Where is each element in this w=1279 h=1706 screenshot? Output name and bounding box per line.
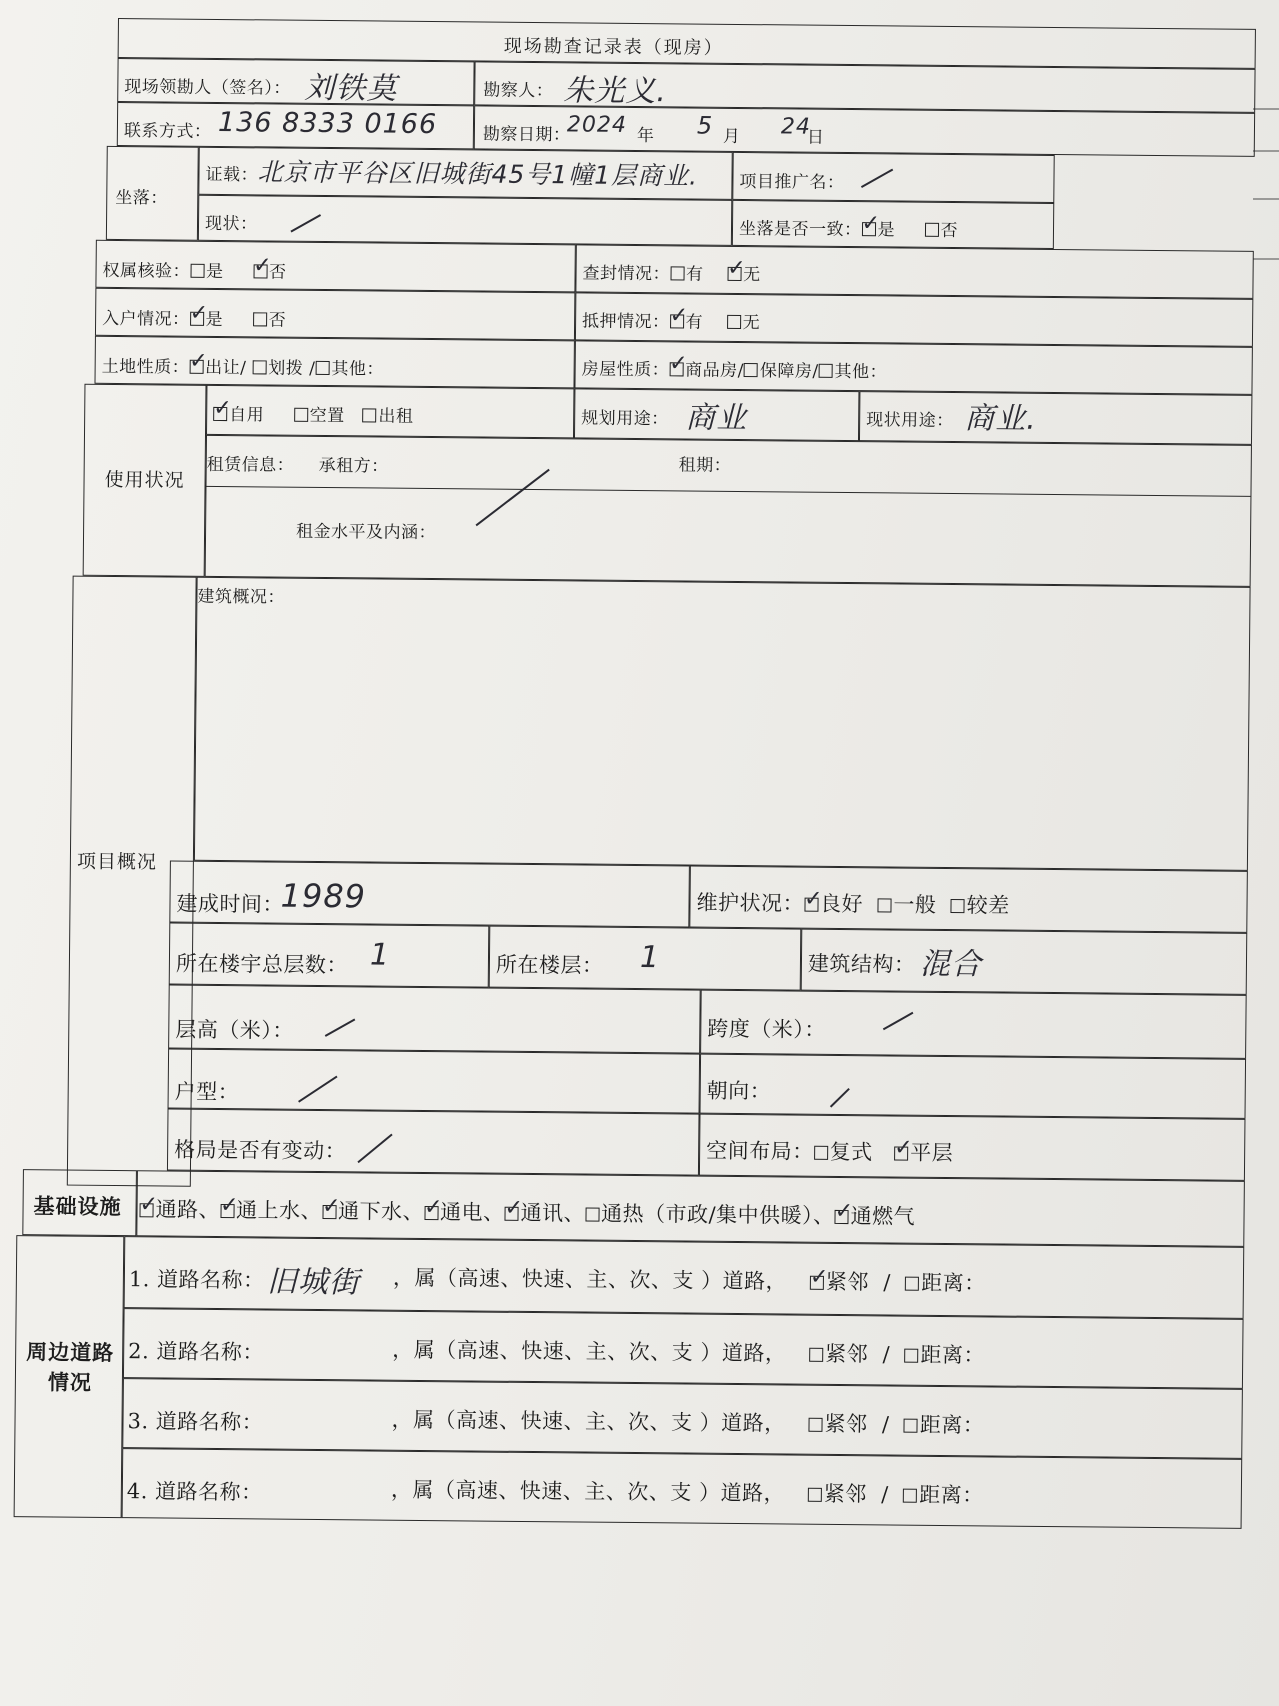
lease-label: 租赁信息： — [206, 454, 295, 476]
roads-label — [22, 1336, 119, 1397]
surveyor-signature: 朱光义. — [563, 73, 668, 110]
leader-label: 现场领勘人（签名）： — [124, 77, 291, 99]
blank-slash — [830, 1088, 850, 1108]
status-label: 现状： — [204, 213, 258, 235]
space-layout-row — [706, 1135, 953, 1167]
road-2-adjacency — [809, 1338, 985, 1370]
household-no-label: 否 — [268, 310, 287, 331]
date-year-unit: 年 — [636, 125, 655, 147]
infra-gas-label: 通燃气 — [850, 1204, 916, 1229]
blank-slash — [861, 169, 893, 188]
lease-cell — [205, 435, 1252, 587]
contact-phone: 136 8333 0166 — [217, 106, 438, 141]
house-row — [582, 354, 888, 382]
total-floors-value: 1 — [369, 937, 391, 973]
infra-water-supply-label: 通上水、 — [235, 1198, 323, 1224]
date-year: 2024 — [566, 112, 628, 138]
infra-heating-checkbox[interactable] — [585, 1208, 599, 1222]
house-other-label: 其他： — [834, 361, 888, 383]
road-row-4 — [122, 1448, 1243, 1529]
road-4-class: ，属（高速、快速、主、次、支 ）道路， — [390, 1477, 786, 1506]
verify-row — [102, 256, 286, 283]
road-2-class: ，属（高速、快速、主、次、支 ）道路， — [392, 1337, 787, 1366]
promo-cell — [732, 152, 1054, 203]
surveyor-cell — [474, 61, 1255, 112]
land-other-label: 其他： — [331, 359, 385, 380]
blank-slash — [290, 214, 321, 232]
road-4-adjacent-checkbox[interactable] — [808, 1488, 822, 1502]
unit-type-cell — [168, 1049, 701, 1114]
infra-drainage-label: 通下水、 — [337, 1199, 425, 1224]
road-4-sep: / — [881, 1482, 889, 1507]
land-allocate-label: 划拨 / — [268, 358, 316, 379]
layout-change-cell — [167, 1109, 700, 1176]
road-2-sep: / — [882, 1342, 891, 1367]
self-use-checkbox[interactable] — [213, 407, 227, 421]
maint-poor-label: 较差 — [966, 893, 1010, 918]
seal-row — [582, 258, 760, 285]
floor-height-cell — [168, 985, 701, 1054]
layout-duplex-checkbox[interactable] — [814, 1146, 828, 1160]
infra-water-supply-checkbox[interactable] — [220, 1204, 234, 1218]
layout-change-label: 格局是否有变动： — [174, 1137, 347, 1164]
seal-cell — [575, 244, 1253, 299]
mortgage-has-label: 有 — [685, 312, 704, 333]
house-label: 房屋性质： — [581, 359, 670, 381]
road-2-adjacent-label: 紧邻 — [825, 1341, 869, 1367]
maintenance-label: 维护状况： — [696, 890, 805, 916]
maint-normal-checkbox[interactable] — [877, 898, 891, 912]
seal-none-checkbox[interactable] — [727, 267, 741, 281]
infra-telecom-label: 通讯、 — [520, 1200, 586, 1226]
mortgage-cell — [575, 292, 1253, 347]
house-cell — [574, 340, 1252, 395]
land-cell — [94, 336, 574, 389]
structure-value: 混合 — [919, 946, 983, 983]
location-label: 坐落： — [115, 187, 168, 209]
layout-duplex-label: 复式 — [829, 1139, 873, 1165]
road-4-adjacency — [808, 1478, 984, 1510]
date-cell — [474, 105, 1255, 156]
project-label: 项目概况 — [76, 850, 158, 874]
orientation-label: 朝向： — [706, 1078, 772, 1104]
infra-options-cell — [136, 1170, 1245, 1247]
rented-label: 出租 — [378, 406, 414, 427]
built-time-label: 建成时间： — [176, 891, 285, 917]
layout-flat-checkbox[interactable] — [894, 1147, 908, 1161]
seal-has-label: 有 — [685, 264, 704, 285]
floor-height-label: 层高（米）： — [175, 1017, 294, 1043]
survey-form — [26, 18, 1268, 1669]
roads-label-cell — [14, 1235, 125, 1518]
lease-divider — [205, 486, 1251, 497]
house-affordable-label: 保障房/ — [759, 361, 819, 382]
blank-slash — [298, 1076, 337, 1103]
verify-yes-label: 是 — [205, 261, 224, 283]
road-1-name-value: 旧城街 — [266, 1264, 361, 1301]
space-layout-label: 空间布局： — [706, 1138, 814, 1164]
household-label: 入户情况： — [102, 308, 190, 330]
unit-type-label: 户型： — [174, 1079, 240, 1105]
consistent-yes-label: 是 — [877, 220, 896, 241]
current-use-label: 现状用途： — [866, 410, 954, 432]
road-4-name-label: 4. 道路名称： — [126, 1479, 263, 1505]
household-yes-label: 是 — [205, 309, 224, 331]
mortgage-none-checkbox[interactable] — [727, 315, 741, 329]
maint-poor-checkbox[interactable] — [951, 899, 965, 913]
infra-road-checkbox[interactable] — [139, 1203, 153, 1217]
road-2-distance-label: 距离： — [920, 1342, 986, 1368]
date-label: 勘察日期： — [482, 124, 571, 146]
road-row-3 — [122, 1378, 1243, 1459]
road-1-adjacent-checkbox[interactable] — [810, 1276, 824, 1290]
maint-good-checkbox[interactable] — [804, 898, 818, 912]
seal-has-checkbox[interactable] — [670, 266, 684, 280]
blank-slash — [325, 1018, 356, 1036]
road-1-class: ，属（高速、快速、主、次、支 ）道路， — [392, 1265, 788, 1294]
status-cell — [198, 195, 732, 246]
usage-options-row — [213, 400, 413, 427]
infra-power-checkbox[interactable] — [424, 1206, 438, 1220]
house-commercial-label: 商品房/ — [685, 360, 744, 382]
verify-yes-checkbox[interactable] — [190, 264, 204, 278]
date-month-unit: 月 — [722, 126, 741, 147]
verify-no-label: 否 — [268, 262, 287, 283]
total-floors-label: 所在楼宇总层数： — [175, 951, 349, 978]
blank-slash — [357, 1134, 392, 1164]
infra-gas-checkbox[interactable] — [835, 1210, 849, 1224]
infra-label-cell — [22, 1169, 137, 1236]
consistent-yes-checkbox[interactable] — [861, 222, 875, 236]
seal-none-label: 无 — [743, 265, 761, 286]
road-3-adjacent-label: 紧邻 — [824, 1411, 868, 1437]
plan-use-cell — [574, 388, 859, 441]
surveyor-label: 勘察人： — [483, 80, 554, 102]
usage-label-cell — [83, 384, 207, 577]
house-other-checkbox[interactable] — [819, 364, 833, 378]
structure-cell — [801, 929, 1248, 995]
cert-label: 证载： — [205, 164, 259, 186]
building-overview-cell — [194, 577, 1251, 871]
leader-signature: 刘铁莫 — [304, 70, 398, 107]
current-use-cell — [859, 391, 1252, 445]
road-1-adjacency — [810, 1266, 986, 1298]
self-use-label: 自用 — [229, 405, 265, 426]
roads-label-line1: 周边道路 — [26, 1339, 115, 1366]
roads-label-line2: 情况 — [47, 1369, 93, 1395]
verify-no-checkbox[interactable] — [253, 264, 267, 278]
cert-cell — [198, 147, 732, 200]
contact-cell — [117, 102, 474, 149]
building-overview-label: 建筑概况： — [197, 586, 286, 608]
plan-use-value: 商业 — [685, 400, 748, 437]
blank-slash — [476, 469, 550, 527]
date-month: 5 — [696, 111, 714, 140]
built-time-cell — [169, 861, 690, 928]
road-3-sep: / — [881, 1412, 890, 1437]
floor-cell — [489, 926, 802, 991]
road-3-distance-checkbox[interactable] — [904, 1419, 918, 1433]
household-yes-checkbox[interactable] — [190, 312, 204, 326]
location-label-cell — [106, 146, 199, 241]
road-3-distance-label: 距离： — [919, 1412, 985, 1438]
verify-label: 权属核验： — [102, 260, 191, 282]
road-1-distance-label: 距离： — [921, 1270, 986, 1296]
infra-drainage-checkbox[interactable] — [322, 1205, 336, 1219]
road-row-1 — [124, 1236, 1245, 1319]
date-day: 24 — [780, 114, 812, 140]
mortgage-label: 抵押情况： — [582, 311, 670, 333]
maintenance-row — [696, 887, 1009, 920]
layout-flat-label: 平层 — [910, 1140, 954, 1166]
verify-cell — [95, 240, 575, 293]
road-2-distance-checkbox[interactable] — [904, 1349, 918, 1363]
road-3-name-label: 3. 道路名称： — [127, 1409, 264, 1435]
rent-label: 租金水平及内涵： — [295, 521, 437, 544]
infra-road-label: 通路、 — [155, 1197, 221, 1223]
total-floors-cell — [169, 923, 490, 988]
land-other-checkbox[interactable] — [315, 361, 329, 375]
infra-heating-label: 通热（市政/集中供暖）、 — [600, 1201, 835, 1228]
leader-cell — [117, 58, 474, 105]
rented-checkbox[interactable] — [362, 408, 376, 422]
household-no-checkbox[interactable] — [253, 312, 267, 326]
consistent-label: 坐落是否一致： — [738, 218, 862, 241]
usage-options-cell — [206, 385, 574, 439]
road-3-adjacency — [808, 1408, 984, 1440]
consistent-no-checkbox[interactable] — [924, 223, 938, 237]
road-1-name-label: 1. 道路名称： — [128, 1267, 265, 1293]
span-label: 跨度（米）： — [707, 1016, 826, 1042]
contact-label: 联系方式： — [123, 121, 212, 142]
maint-good-label: 良好 — [819, 891, 864, 917]
land-transfer-checkbox[interactable] — [189, 360, 203, 374]
road-1-distance-checkbox[interactable] — [905, 1277, 919, 1291]
floor-value: 1 — [639, 940, 661, 976]
plan-use-label: 规划用途： — [581, 408, 669, 430]
term-label: 租期： — [678, 455, 732, 476]
maintenance-cell — [689, 866, 1248, 933]
road-row-2 — [123, 1308, 1244, 1389]
tenant-label: 承租方： — [318, 455, 389, 477]
land-row — [102, 352, 385, 380]
road-1-sep: / — [883, 1270, 891, 1295]
mortgage-has-checkbox[interactable] — [670, 314, 684, 328]
house-affordable-checkbox[interactable] — [744, 363, 758, 377]
road-2-adjacent-checkbox[interactable] — [809, 1348, 823, 1362]
land-allocate-checkbox[interactable] — [252, 360, 266, 374]
road-2-name-label: 2. 道路名称： — [128, 1339, 265, 1365]
seal-label: 查封情况： — [582, 263, 671, 285]
span-cell — [700, 990, 1247, 1059]
road-1-adjacent-label: 紧邻 — [825, 1269, 870, 1295]
space-layout-cell — [699, 1114, 1246, 1181]
form-title: 现场勘查记录表（现房） — [503, 35, 724, 59]
infra-power-label: 通电、 — [439, 1200, 505, 1225]
consistent-no-label: 否 — [940, 220, 959, 242]
date-day-unit: 日 — [806, 127, 825, 148]
infra-label: 基础设施 — [33, 1193, 122, 1220]
land-label: 土地性质： — [101, 356, 190, 378]
consistent-row — [739, 214, 958, 241]
road-4-adjacent-label: 紧邻 — [823, 1481, 867, 1507]
infra-options-row — [139, 1193, 915, 1230]
consistent-cell — [732, 200, 1054, 249]
mortgage-row — [582, 306, 760, 333]
cert-address: 北京市平谷区旧城街45号1幢1层商业. — [257, 157, 699, 191]
land-transfer-label: 出让/ — [205, 357, 247, 379]
maint-normal-label: 一般 — [893, 892, 937, 917]
household-cell — [95, 288, 575, 341]
built-time-value: 1989 — [280, 876, 367, 916]
road-4-distance-checkbox[interactable] — [903, 1489, 917, 1503]
road-3-class: ，属（高速、快速、主、次、支 ）道路， — [391, 1407, 786, 1436]
household-row — [102, 304, 286, 331]
floor-label: 所在楼层： — [495, 952, 604, 978]
road-4-distance-label: 距离： — [919, 1482, 984, 1508]
road-3-adjacent-checkbox[interactable] — [808, 1418, 822, 1432]
structure-label: 建筑结构： — [807, 951, 916, 977]
orientation-cell — [700, 1054, 1247, 1119]
infra-telecom-checkbox[interactable] — [504, 1207, 518, 1221]
usage-label: 使用状况 — [104, 468, 185, 492]
current-use-value: 商业. — [964, 401, 1037, 437]
vacant-label: 空置 — [309, 405, 345, 427]
vacant-checkbox[interactable] — [294, 408, 308, 422]
blank-slash — [883, 1012, 914, 1030]
promo-label: 项目推广名： — [739, 171, 845, 193]
mortgage-none-label: 无 — [742, 313, 761, 334]
house-commercial-checkbox[interactable] — [669, 362, 683, 376]
